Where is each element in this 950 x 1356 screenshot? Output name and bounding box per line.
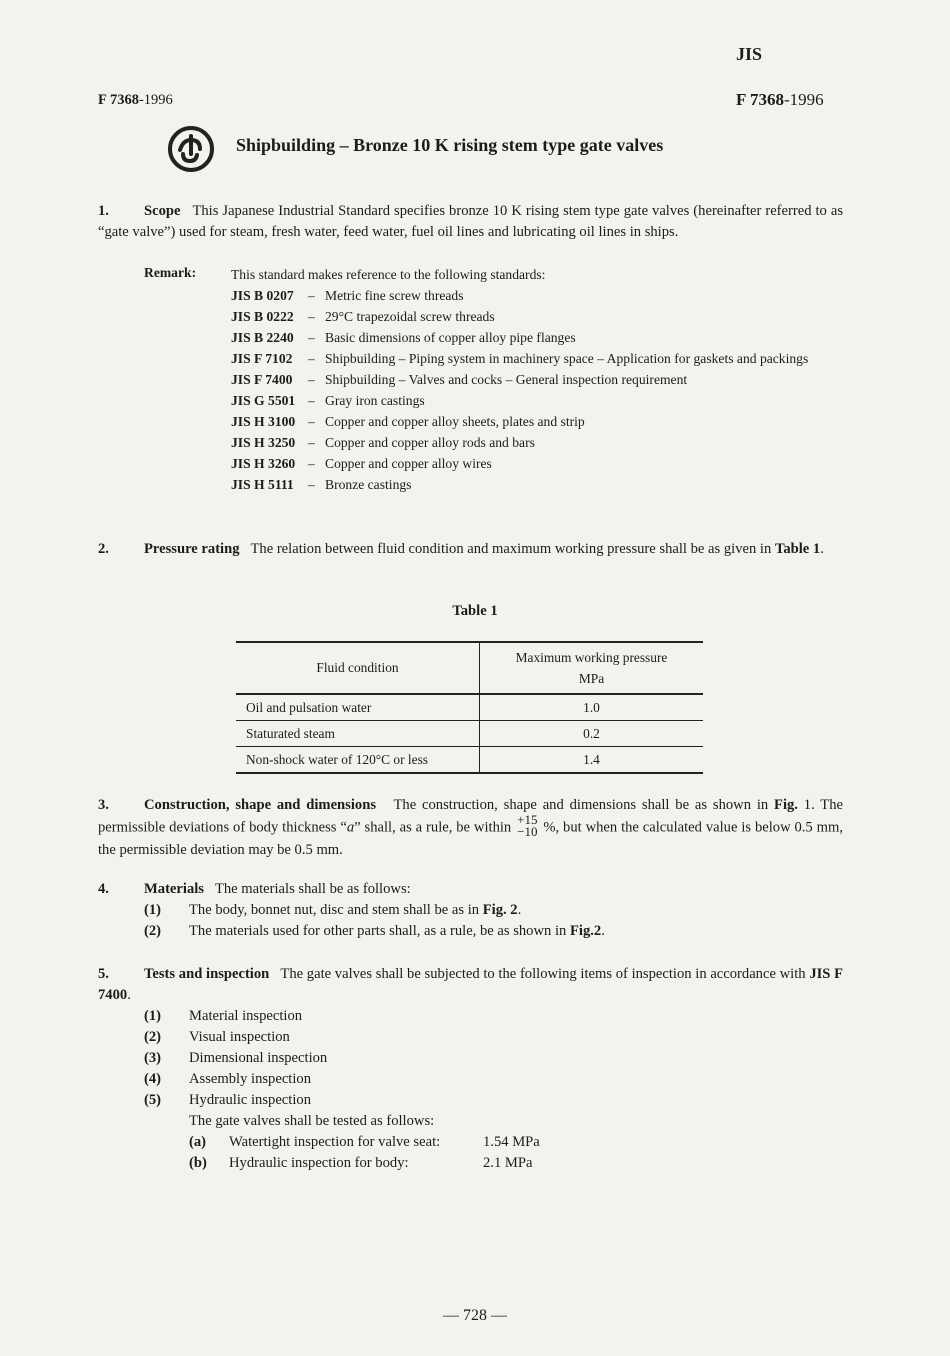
list-item — [144, 1069, 844, 1090]
left-standard-code — [98, 92, 173, 109]
item-text: Assembly inspection — [189, 1071, 312, 1087]
item-text: Material inspection — [189, 1008, 303, 1024]
right-standard-code — [736, 90, 824, 110]
construction-text-3: ” shall, as a rule, be within — [354, 819, 512, 836]
reference-text: Copper and copper alloy sheets, plates and strip — [325, 414, 585, 429]
reference-text: Shipbuilding – Valves and cocks – General inspection requirement — [325, 372, 688, 387]
table-row — [236, 721, 703, 747]
sub-item-number: (a) — [189, 1134, 207, 1150]
materials-number: 4. — [98, 881, 109, 897]
reference-code: JIS B 0207 — [231, 288, 294, 303]
test-intro: The gate valves shall be tested as follows: — [189, 1113, 435, 1129]
figure-reference: Fig. — [774, 797, 798, 813]
scope-number: 1. — [98, 203, 109, 219]
reference-item: JIS F 7400 – Shipbuilding – Valves and cocks – General inspection requirement — [231, 369, 843, 390]
materials-section — [98, 879, 843, 942]
reference-item: JIS B 0207 – Metric fine screw threads — [231, 285, 843, 306]
reference-item: JIS H 3260 – Copper and copper alloy wires — [231, 453, 843, 474]
item-end: . — [517, 902, 522, 918]
item-number: (2) — [144, 923, 162, 939]
item-text: Hydraulic inspection — [189, 1092, 311, 1108]
construction-text-2: 1. The permissible deviations of body thickness “ — [98, 797, 843, 836]
reference-text: Bronze castings — [325, 477, 412, 492]
sub-item-value: 2.1 MPa — [483, 1155, 533, 1171]
scope-section — [98, 201, 843, 243]
standard-reference: JIS F 7400 — [98, 966, 844, 1003]
variable-a: a — [346, 819, 355, 836]
tolerance-plus: +15 — [517, 812, 538, 827]
reference-code: JIS G 5501 — [231, 393, 296, 408]
table-row — [236, 694, 703, 721]
right-year: -1996 — [784, 90, 824, 109]
item-number: (2) — [144, 1029, 162, 1045]
tolerance — [517, 814, 537, 838]
tests-text-end: . — [127, 987, 131, 1003]
pressure-section — [98, 539, 843, 560]
reference-item: JIS G 5501 – Gray iron castings — [231, 390, 843, 411]
item-number: (3) — [144, 1050, 162, 1066]
col-max-pressure — [480, 642, 704, 694]
page-number: — 728 — — [443, 1307, 507, 1324]
list-item — [144, 1006, 844, 1027]
jis-mark: JIS — [736, 44, 763, 64]
fluid-condition-cell: Staturated steam — [236, 721, 480, 747]
reference-text: Gray iron castings — [325, 393, 425, 408]
reference-text: 29°C trapezoidal screw threads — [325, 309, 495, 324]
item-number: (4) — [144, 1071, 162, 1087]
reference-text: Shipbuilding – Piping system in machinery space – Application for gaskets and packings — [325, 351, 809, 366]
reference-code: JIS H 3260 — [231, 456, 296, 471]
tolerance-minus: −10 — [517, 824, 538, 839]
col-fluid-condition: Fluid condition — [236, 642, 480, 694]
tests-text: The gate valves shall be subjected to the following items of inspection in accordance with — [280, 966, 806, 982]
list-item — [144, 1090, 844, 1111]
construction-number: 3. — [98, 797, 109, 813]
construction-heading: Construction, shape and dimensions — [144, 797, 376, 813]
table-row — [236, 747, 703, 774]
test-item — [144, 1132, 844, 1153]
item-number: (1) — [144, 902, 162, 918]
fluid-condition-cell: Non-shock water of 120°C or less — [236, 747, 480, 774]
pressure-text-end: . — [820, 541, 824, 557]
item-text: The body, bonnet nut, disc and stem shall be as in — [189, 902, 480, 918]
right-code: F 7368 — [736, 90, 785, 109]
col-max-pressure-label: Maximum working pressure — [515, 650, 668, 665]
left-year: -1996 — [138, 92, 173, 108]
sub-item-label: Watertight inspection for valve seat: — [229, 1134, 441, 1150]
remark-intro: This standard makes reference to the following standards: — [231, 267, 546, 282]
col-max-pressure-unit: MPa — [578, 671, 605, 686]
inspection-list — [98, 1006, 844, 1174]
item-end: . — [601, 923, 605, 939]
item-text: The materials used for other parts shall, as a rule, be as shown in — [189, 923, 567, 939]
item-number: (1) — [144, 1008, 162, 1024]
reference-item: JIS B 0222 – 29°C trapezoidal screw threads — [231, 306, 843, 327]
page-title: Shipbuilding – Bronze 10 K rising stem type gate valves — [236, 135, 664, 155]
sub-item-value: 1.54 MPa — [483, 1134, 540, 1150]
reference-code: JIS H 3250 — [231, 435, 296, 450]
left-code: F 7368 — [98, 92, 139, 108]
figure-reference: Fig. 2 — [482, 902, 518, 918]
reference-item: JIS B 2240 – Basic dimensions of copper alloy pipe flanges — [231, 327, 843, 348]
pressure-table — [236, 641, 703, 774]
remark-label: Remark: — [144, 265, 197, 280]
table-title: Table 1 — [452, 603, 498, 619]
reference-code: JIS H 3100 — [231, 414, 296, 429]
test-item — [144, 1153, 844, 1174]
scope-text: This Japanese Industrial Standard specifies bronze 10 K rising stem type gate valves (hereinafter referred to as “gate valve”) used for steam, fresh water, feed water, fuel oil lines and lubricating oil lines in ships. — [98, 203, 843, 240]
reference-list — [231, 264, 843, 495]
reference-code: JIS F 7102 — [231, 351, 293, 366]
sub-item-label: Hydraulic inspection for body: — [229, 1155, 409, 1171]
pressure-text: The relation between fluid condition and maximum working pressure shall be as given in — [250, 541, 772, 557]
table-reference: Table 1 — [774, 541, 821, 557]
list-item — [98, 900, 843, 921]
scope-heading: Scope — [144, 203, 181, 219]
reference-text: Basic dimensions of copper alloy pipe flanges — [325, 330, 576, 345]
item-text: Dimensional inspection — [189, 1050, 328, 1066]
pressure-number: 2. — [98, 541, 109, 557]
tests-number: 5. — [98, 966, 109, 982]
reference-text: Metric fine screw threads — [325, 288, 464, 303]
pressure-cell: 1.0 — [480, 694, 704, 721]
reference-item: JIS F 7102 – Shipbuilding – Piping system in machinery space – Application for gaskets and packings — [231, 348, 843, 369]
reference-code: JIS H 5111 — [231, 477, 294, 492]
reference-item: JIS H 5111 – Bronze castings — [231, 474, 843, 495]
reference-code: JIS B 0222 — [231, 309, 294, 324]
jis-logo-icon — [166, 124, 216, 174]
list-item — [98, 921, 843, 942]
reference-item: JIS H 3250 – Copper and copper alloy rods and bars — [231, 432, 843, 453]
figure-reference: Fig.2 — [569, 923, 602, 939]
construction-text-4: %, but when the calculated value is below 0.5 mm, the permissible deviation may be 0.5 mm. — [98, 819, 843, 858]
pressure-cell: 1.4 — [480, 747, 704, 774]
construction-section — [98, 795, 843, 861]
reference-text: Copper and copper alloy wires — [325, 456, 492, 471]
pressure-heading: Pressure rating — [144, 541, 240, 557]
fluid-condition-cell: Oil and pulsation water — [236, 694, 480, 721]
materials-heading: Materials — [144, 881, 204, 897]
reference-text: Copper and copper alloy rods and bars — [325, 435, 535, 450]
tests-heading: Tests and inspection — [144, 966, 270, 982]
item-text: Visual inspection — [189, 1029, 290, 1045]
sub-item-number: (b) — [189, 1155, 207, 1171]
list-item — [144, 1027, 844, 1048]
item-number: (5) — [144, 1092, 162, 1108]
tests-section — [98, 964, 843, 1006]
reference-code: JIS F 7400 — [231, 372, 293, 387]
construction-text: The construction, shape and dimensions shall be as shown in — [393, 797, 769, 813]
reference-item: JIS H 3100 – Copper and copper alloy sheets, plates and strip — [231, 411, 843, 432]
list-item — [144, 1048, 844, 1069]
pressure-cell: 0.2 — [480, 721, 704, 747]
materials-text: The materials shall be as follows: — [214, 881, 411, 897]
reference-code: JIS B 2240 — [231, 330, 294, 345]
